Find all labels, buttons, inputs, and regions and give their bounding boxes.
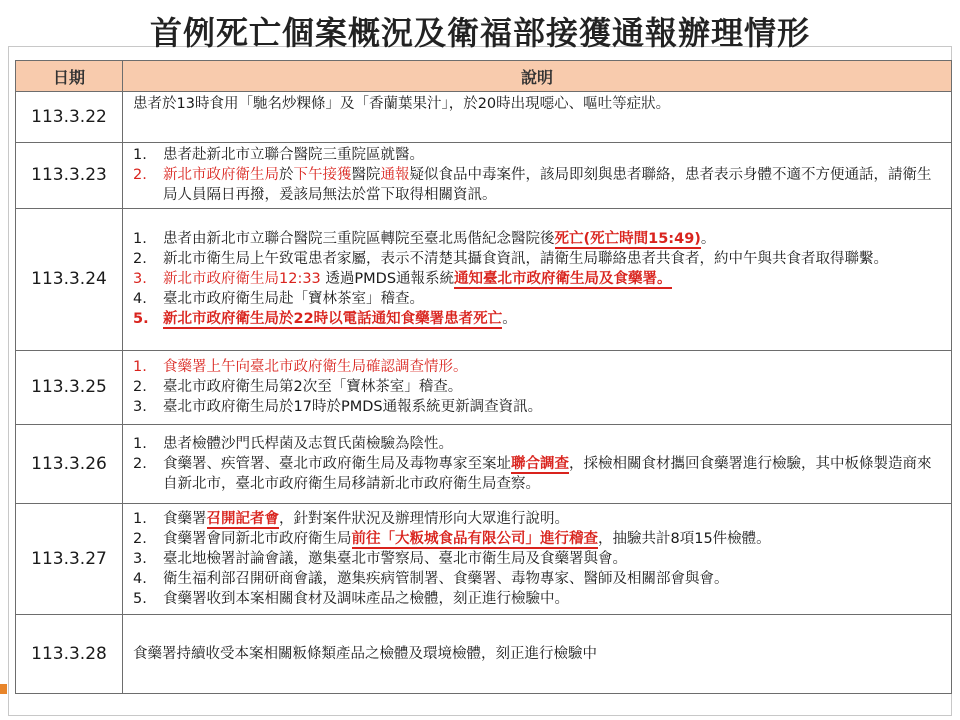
emphasis-text: 新北市政府衛生局 xyxy=(163,166,279,183)
row-date: 113.3.27 xyxy=(16,504,123,615)
emphasis-text: 前往「大粄城食品有限公司」進行稽查 xyxy=(351,530,598,547)
row-description xyxy=(123,350,952,425)
description-column-header: 說明 xyxy=(123,61,952,92)
text-segment: 於 xyxy=(279,166,294,183)
emphasis-text: 通報 xyxy=(380,166,410,183)
list-item-text xyxy=(163,165,943,205)
list-item xyxy=(133,529,943,549)
text-segment: 食藥署會同新北市政府衛生局 xyxy=(163,530,352,547)
table-row xyxy=(16,615,952,694)
text-segment: 患者赴新北市立聯合醫院三重院區就醫。 xyxy=(163,146,424,163)
list-item xyxy=(133,509,943,529)
table-row xyxy=(16,92,952,143)
list-item-text xyxy=(163,454,943,494)
list-item-text xyxy=(163,145,943,165)
list-item-text xyxy=(163,569,943,589)
table-row xyxy=(16,504,952,615)
list-item-text xyxy=(163,434,943,454)
row-date: 113.3.24 xyxy=(16,209,123,350)
list-item-number: 2. xyxy=(133,166,147,183)
date-column-header: 日期 xyxy=(16,61,123,92)
list-item-number: 1. xyxy=(133,510,147,527)
text-segment: 臺北地檢署討論會議，邀集臺北市警察局、臺北市衛生局及食藥署與會。 xyxy=(163,550,627,567)
row-date: 113.3.23 xyxy=(16,142,123,209)
text-segment: 食藥署 xyxy=(163,510,207,527)
emphasis-text: 新北市政府衛生局 xyxy=(163,270,279,287)
text-segment: 臺北市政府衛生局第2次至「寶林茶室」稽查。 xyxy=(163,378,463,395)
list-item xyxy=(133,454,943,494)
emphasis-text: 食藥署上午向臺北市政府衛生局確認調查情形。 xyxy=(163,358,468,375)
row-description xyxy=(123,209,952,350)
list-item-number: 1. xyxy=(133,358,147,375)
list-item-number: 3. xyxy=(133,270,147,287)
page-title: 首例死亡個案概況及衛福部接獲通報辦理情形 xyxy=(149,14,810,52)
row-description xyxy=(123,425,952,504)
text-segment: 。 xyxy=(700,230,716,247)
list-item xyxy=(133,397,943,417)
text-segment: 新北市衛生局上午致電患者家屬，表示不清楚其攝食資訊，請衛生局聯絡患者共食者，約中午與共食者取得聯繫。 xyxy=(163,250,888,267)
emphasis-text: 12:33 xyxy=(279,270,321,287)
emphasis-text: 新北市政府衛生局於22時以電話通知食藥署患者死亡 xyxy=(163,310,503,327)
emphasis-text: 召開記者會 xyxy=(206,510,279,527)
list-item xyxy=(133,589,943,609)
list-item-text xyxy=(163,529,943,549)
list-item-text xyxy=(163,377,943,397)
timeline-table xyxy=(15,60,952,694)
list-item-text xyxy=(163,249,943,269)
list-item xyxy=(133,377,943,397)
text-segment: 衛生福利部召開研商會議，邀集疾病管制署、食藥署、毒物專家、醫師及相關部會與會。 xyxy=(163,570,729,587)
table-header-row xyxy=(16,61,952,92)
text-segment: 透過PMDS通報系統 xyxy=(320,270,455,287)
text-segment: 臺北市政府衛生局於17時於PMDS通報系統更新調查資訊。 xyxy=(163,398,543,415)
list-item-text xyxy=(163,357,943,377)
list-item xyxy=(133,289,943,309)
list-item xyxy=(133,249,943,269)
list-item xyxy=(133,434,943,454)
text-segment: 醫院 xyxy=(351,166,381,183)
emphasis-text: 通知臺北市政府衛生局及食藥署。 xyxy=(454,270,672,287)
list-item-text xyxy=(163,589,943,609)
slide-side-marker xyxy=(0,684,7,694)
row-date: 113.3.22 xyxy=(16,92,123,143)
list-item-text xyxy=(163,509,943,529)
list-item-number: 1. xyxy=(133,146,147,163)
list-item xyxy=(133,309,943,329)
list-item-text xyxy=(163,229,943,249)
text-segment: ，抽驗共計8項15件檢體。 xyxy=(598,530,771,547)
row-date: 113.3.28 xyxy=(16,615,123,694)
text-segment: 疑似食品中毒案件，該局即刻與患者聯絡，患者表示身體不適不方便通話，請衛生局人員隔日再撥，爰該局無法於當下取得相關資訊。 xyxy=(163,166,932,203)
row-description: 患者於13時食用「馳名炒粿條」及「香蘭葉果汁」，於20時出現噁心、嘔吐等症狀。 xyxy=(123,92,952,143)
list-item-number: 3. xyxy=(133,398,147,415)
list-item-text xyxy=(163,309,943,329)
list-item-number: 1. xyxy=(133,230,147,247)
list-item-number: 4. xyxy=(133,570,147,587)
text-segment: ，針對案件狀況及辦理情形向大眾進行說明。 xyxy=(279,510,569,527)
text-segment: 。 xyxy=(502,310,517,327)
list-item xyxy=(133,549,943,569)
list-item-number: 4. xyxy=(133,290,147,307)
text-segment: 食藥署、疾管署、臺北市政府衛生局及毒物專家至案址 xyxy=(163,455,511,472)
row-description xyxy=(123,504,952,615)
list-item xyxy=(133,269,943,289)
list-item-text xyxy=(163,549,943,569)
emphasis-text: 聯合調查 xyxy=(511,455,569,472)
list-item-number: 5. xyxy=(133,310,149,327)
row-description: 食藥署持續收受本案相關粄條類產品之檢體及環境檢體，刻正進行檢驗中 xyxy=(123,615,952,694)
table-row xyxy=(16,425,952,504)
list-item xyxy=(133,165,943,205)
list-item-number: 2. xyxy=(133,250,147,267)
table-row xyxy=(16,350,952,425)
list-item xyxy=(133,569,943,589)
list-item-number: 1. xyxy=(133,435,147,452)
list-item-number: 3. xyxy=(133,550,147,567)
list-item-number: 5. xyxy=(133,590,147,607)
emphasis-text: 下午接獲 xyxy=(293,166,352,183)
list-item xyxy=(133,357,943,377)
row-description xyxy=(123,142,952,209)
text-segment: 食藥署收到本案相關食材及調味產品之檢體，刻正進行檢驗中。 xyxy=(163,590,569,607)
table-row xyxy=(16,142,952,209)
list-item-text xyxy=(163,289,943,309)
row-date: 113.3.25 xyxy=(16,350,123,425)
list-item-number: 2. xyxy=(133,530,147,547)
text-segment: 患者檢體沙門氏桿菌及志賀氏菌檢驗為陰性。 xyxy=(163,435,453,452)
text-segment: 患者由新北市立聯合醫院三重院區轉院至臺北馬偕紀念醫院後 xyxy=(163,230,555,247)
row-date: 113.3.26 xyxy=(16,425,123,504)
emphasis-text: 死亡(死亡時間15:49) xyxy=(554,230,701,247)
list-item xyxy=(133,229,943,249)
list-item-text xyxy=(163,397,943,417)
table-row xyxy=(16,209,952,350)
list-item-number: 2. xyxy=(133,455,147,472)
list-item-text xyxy=(163,269,943,289)
text-segment: 臺北市政府衛生局赴「寶林茶室」稽查。 xyxy=(163,290,424,307)
text-segment: ，採檢相關食材攜回食藥署進行檢驗，其中板條製造商來自新北市，臺北市政府衛生局移請新北市政府衛生局查察。 xyxy=(163,455,932,492)
list-item xyxy=(133,145,943,165)
list-item-number: 2. xyxy=(133,378,147,395)
